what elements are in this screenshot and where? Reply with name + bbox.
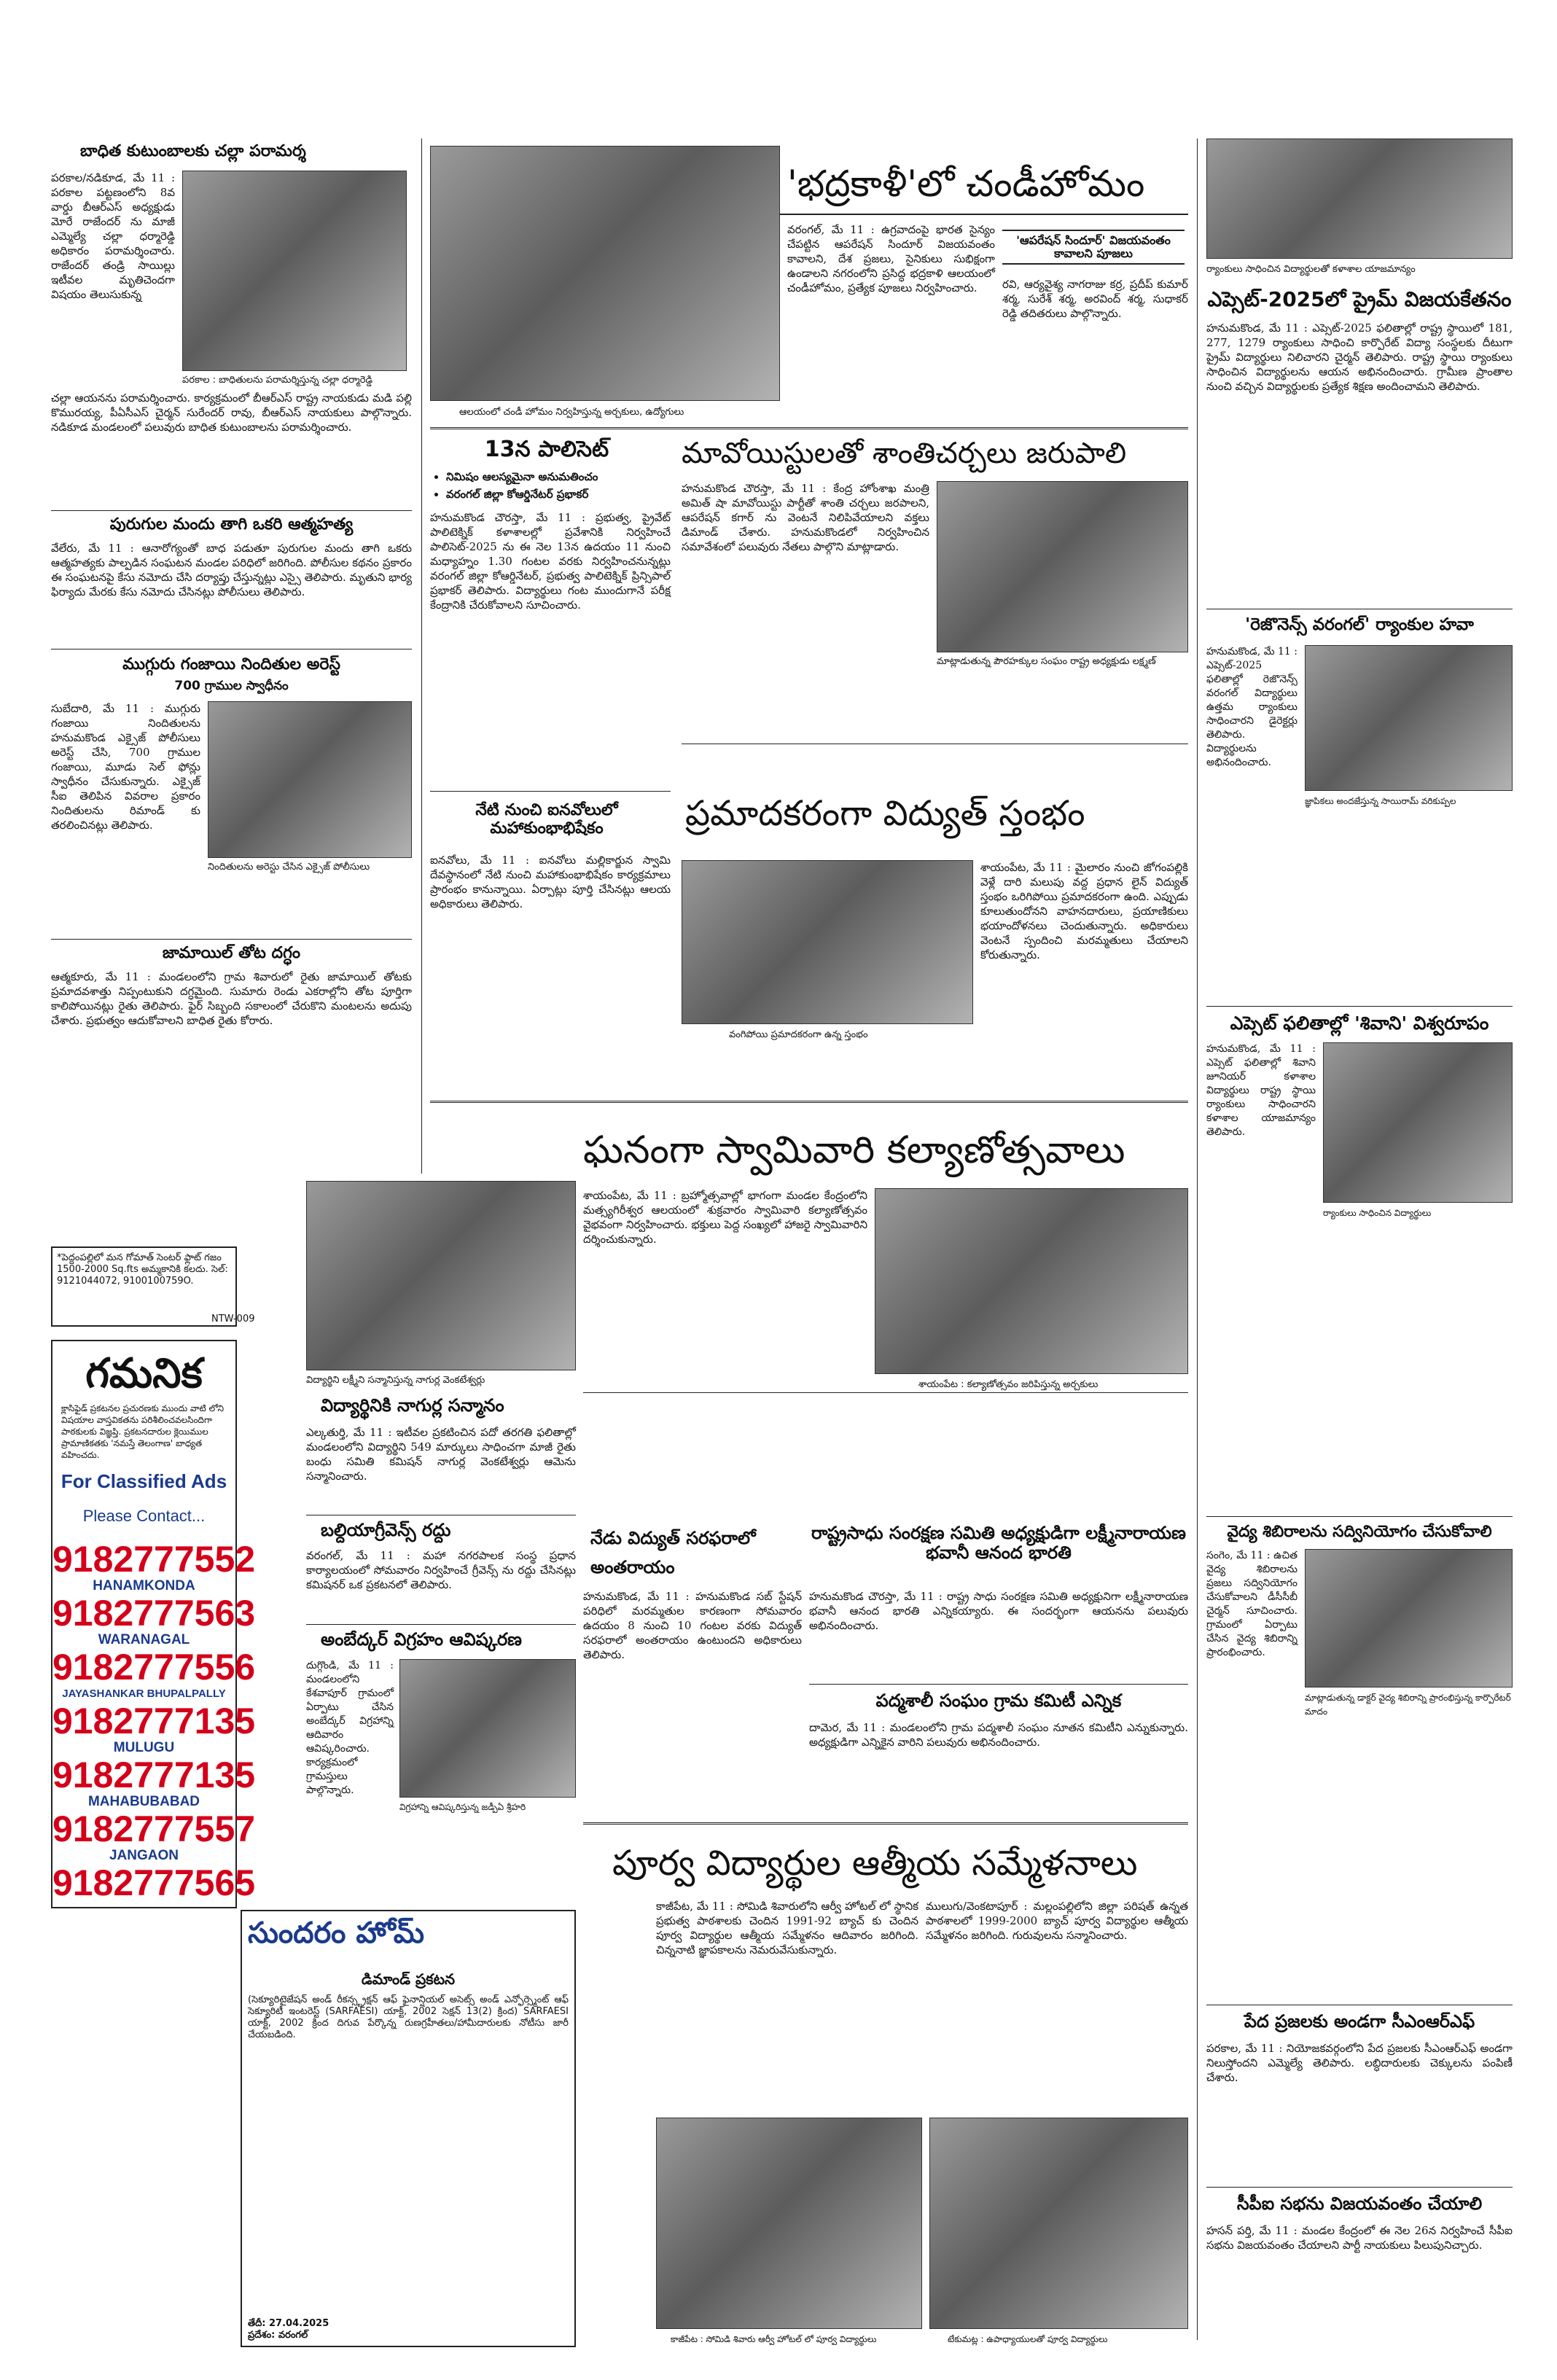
contact-phone[interactable]: 9182777135 <box>52 1754 256 1795</box>
article-alumni-body: కాజీపేట, మే 11 : సోమిడి శివారులోని ఆర్వీ హోటల్ లో స్థానిక ప్రభుత్వ పాఠశాలకు చెందిన 1991-92 బ్యాచ్ కు చెందిన పూర్వ విద్యార్థుల ఆత్మీయ సమ్మేళనం ఆదివారం జరిగింది. చిన్ననాటి జ్ఞాపకాలను నెమరువేసుకున్నారు. <box>656 1900 918 1956</box>
photo-challa <box>182 171 407 371</box>
headline-mahakumbh: నేటి నుంచి ఐనవోలులో మహాకుంభాభిషేకం <box>475 801 618 838</box>
classified-ad-text: *పెద్దంపల్లిలో మన గోమాత్ సెంటర్ ఫ్లాట్ గజం 1500-2000 Sq.fts అమ్మకానికి కలదు. సెల్: 9121044072, 9100100759O. <box>57 1252 228 1287</box>
divider <box>306 1624 576 1625</box>
article-jamoil-body: ఆత్మకూరు, మే 11 : మండలంలోని గ్రామ శివారులో రైతు జామాయిల్ తోటకు ప్రమాదవశాత్తు నిప్పంటుకుని దగ్ధమైంది. సుమారు రెండు ఎకరాల్లోని తోట పూర్తిగా కాలిపోయినట్లు రైతు తెలిపారు. ఫైర్ సిబ్బంది సకాలంలో చేరుకొని మంటలను అదుపు చేశారు. ప్రభుత్వం ఆదుకోవాలని బాధిత రైతు కోరారు. <box>51 970 412 1027</box>
contact-phone[interactable]: 9182777135 <box>52 1700 256 1741</box>
article-power-cut-body: హనుమకొండ, మే 11 : హనుమకొండ సబ్ స్టేషన్ పరిధిలో మరమ్మతుల కారణంగా సోమవారం ఉదయం 8 నుంచి 10 గంటల వరకు విద్యుత్ సరఫరాలో అంతరాయం ఉంటుందని అధికారులు తెలిపారు. <box>583 1590 802 1661</box>
headline-alumni: పూర్వ విద్యార్థుల ఆత్మీయ సమ్మేళనాలు <box>612 1843 1138 1884</box>
caption-chandi-homam: ఆలయంలో చండీ హోమం నిర్వహిస్తున్న అర్చకులు, ఉద్యోగులు <box>459 407 684 418</box>
article-polycet-body: హనుమకొండ చౌరస్తా, మే 11 : ప్రభుత్వ, ప్రైవేట్ పాలిటెక్నిక్ కళాశాలల్లో ప్రవేశానికి నిర్వహించే పాలిసెట్-2025 ను ఈ నెల 13న ఉదయం 11 నుంచి మధ్యాహ్నం 1.30 గంటల వరకు నిర్వహించనున్నట్లు వరంగల్ జిల్లా కోఆర్డినేటర్, ప్రభుత్వ పాలిటెక్నిక్ ప్రిన్సిపాల్ ప్రభాకర్ తెలిపారు. విద్యార్థులు గంట ముందుగానే పరీక్ష కేంద్రానికి చేరుకోవాలని సూచించారు. <box>430 511 671 612</box>
headline-baliya: బల్దియాగ్రీవెన్స్ రద్దు <box>321 1520 451 1540</box>
bullet-item: • నిమిషం ఆలస్యమైనా అనుమతించం <box>446 468 671 485</box>
headline-cmrf: పేద ప్రజలకు అండగా సీఎంఆర్ఎఫ్ <box>1244 2011 1475 2032</box>
classified-ads-title: For Classified Ads <box>61 1470 227 1492</box>
divider <box>583 1822 1188 1825</box>
article-ganja-body: సుబేదారి, మే 11 : ముగ్గురు గంజాయి నిందితులను హనుమకొండ ఎక్సైజ్ పోలీసులు అరెస్ట్ చేసి, 700 గ్రాముల గంజాయి, మూడు సెల్ ఫోన్లు స్వాధీనం చేసుకున్నారు. ఎక్సైజ్ సీఐ తెలిపిన వివరాల ప్రకారం నిందితులను రిమాండ్ కు తరలించినట్లు తెలిపారు. <box>51 702 200 832</box>
divider <box>430 791 671 792</box>
caption-ambedkar: విగ్రహాన్ని ఆవిష్కరిస్తున్న జడ్పీఏ శ్రీహరి <box>399 1802 526 1812</box>
article-cmrf-body: పరకాల, మే 11 : నియోజకవర్గంలోని పేద ప్రజలకు సీఎంఆర్ఎఫ్ అండగా నిలుస్తోందని ఎమ్మెల్యే తెలిపారు. లబ్ధిదారులకు చెక్కులను పంపిణీ చేశారు. <box>1206 2042 1513 2084</box>
notice-title: గమనిక <box>85 1350 203 1397</box>
divider <box>773 214 1188 215</box>
photo-electric-pole <box>682 860 973 1024</box>
caption-resonance: జ్ఞాపికలు అందజేస్తున్న సాయిరామ్ వరికుప్పల <box>1305 796 1456 806</box>
photo-shivani <box>1323 1042 1513 1203</box>
caption-medical: మాట్లాడుతున్న డాక్టర్ వైద్య శిబిరాన్ని ప్రారంభిస్తున్న కార్పొరేటర్ మాదం <box>1305 1693 1511 1717</box>
contact-place: JAYASHANKAR BHUPALPALLY <box>62 1687 226 1700</box>
contact-place: MULUGU <box>113 1739 175 1755</box>
notice-text: క్లాసిఫైడ్ ప్రకటనల ప్రచురణకు ముందు వాటి లోని విషయాల వాస్తవికతను పరిశీలించవలసిందిగా పాఠకులకు విజ్ఞప్తి. ప్రకటనదారుల క్లెయిముల ప్రామాణికతకు 'నమస్తే తెలంగాణ' బాధ్యత వహించదు. <box>61 1402 225 1460</box>
article-shivani-body: హనుమకొండ, మే 11 : ఎప్సెట్ ఫలితాల్లో శివాని జూనియర్ కళాశాల విద్యార్థులు రాష్ట్ర స్థాయి ర్యాంకులు సాధించారని కళాశాల యాజమాన్యం తెలిపారు. <box>1206 1043 1316 1138</box>
notice-place: ప్రదేశం: వరంగల్ <box>248 2330 308 2341</box>
headline-polycet: 13న పాలిసెట్ <box>484 437 609 462</box>
notice-box <box>51 1340 256 1908</box>
headline-cpi: సీపీఐ సభను విజయవంతం చేయాలి <box>1236 2193 1483 2214</box>
article-medical-body: సంగెం, మే 11 : ఉచిత వైద్య శిబిరాలను ప్రజలు సద్వినియోగం చేసుకోవాలని డీసీసీబీ చైర్మన్ సూచించారు. గ్రామంలో ఏర్పాటు చేసిన వైద్య శిబిరాన్ని ప్రారంభించారు. <box>1206 1550 1298 1658</box>
contact-phone[interactable]: 9182777556 <box>52 1646 256 1688</box>
headline-sadhu-samithi: రాష్ట్రసాధు సంరక్షణ సమితి అధ్యక్షుడిగా లక్ష్మీనారాయణ భవానీ ఆనంద భారతి <box>811 1523 1186 1563</box>
article-maoist-body: హనుమకొండ చౌరస్తా, మే 11 : కేంద్ర హోంశాఖ మంత్రి అమిత్ షా మావోయిస్టు పార్టీతో శాంతి చర్చలు జరపాలని, ఆపరేషన్ కగార్ ను వెంటనే నిలిపివేయాలని వక్తలు డిమాండ్ చేశారు. హనుమకొండలో నిర్వహించిన సమావేశంలో పలువురు నేతలు పాల్గొని మాట్లాడారు. <box>682 482 929 553</box>
article-baliya-body: వరంగల్, మే 11 : మహా నగరపాలక సంస్థ ప్రధాన కార్యాలయంలో సోమవారం నిర్వహించే గ్రీవెన్స్ ను రద్దు చేసినట్లు కమిషనర్ ఒక ప్రకటనలో తెలిపారు. <box>306 1549 576 1591</box>
article-sadhu-body: హనుమకొండ చౌరస్తా, మే 11 : రాష్ట్ర సాధు సంరక్షణ సమితి అధ్యక్షునిగా లక్ష్మీనారాయణ భవానీ ఆనంద భారతి ఎన్నికయ్యారు. ఈ సందర్భంగా ఆయనను పలువురు అభినందించారు. <box>809 1590 1188 1632</box>
contact-phone[interactable]: 9182777552 <box>52 1538 256 1580</box>
quote-chandi: 'ఆపరేషన్ సిందూర్' విజయవంతం కావాలని పూజలు <box>1002 230 1185 265</box>
caption-ganja: నిందితులను అరెస్టు చేసిన ఎక్సైజ్ పోలీసులు <box>208 862 370 873</box>
headline-suicide: పురుగుల మందు తాగి ఒకరి ఆత్మహత్య <box>109 515 354 534</box>
headline-ambedkar: అంబేద్కర్ విగ్రహం ఆవిష్కరణ <box>321 1629 523 1650</box>
article-prime-body: హనుమకొండ, మే 11 : ఎప్సెట్-2025 ఫలితాల్లో రాష్ట్ర స్థాయిలో 181, 277, 1279 ర్యాంకులు సాధించి కార్పొరేట్ విద్యా సంస్థలకు దీటుగా ప్రైమ్ విద్యార్థులు నిలిచారని చైర్మన్ తెలిపారు. రాష్ట్ర స్థాయి ర్యాంకులు సాధించిన విద్యార్థులను ఆయన అభినందించారు. గ్రామీణ ప్రాంతాల నుంచి వచ్చిన విద్యార్థులకు ప్రత్యేక శిక్షణ అందించామని తెలిపారు. <box>1206 321 1513 393</box>
article-chandi-body: వరంగల్, మే 11 : ఉగ్రవాదంపై భారత సైన్యం చేపట్టిన ఆపరేషన్ సిందూర్ విజయవంతం కావాలని, దేశ ప్రజలు, సైనికులు సుభిక్షంగా ఉండాలని నగరంలోని ప్రసిద్ధ భద్రకాళి ఆలయంలో చండీహోమం, ప్రత్యేక పూజలు నిర్వహించారు. <box>787 223 995 294</box>
divider <box>583 1392 1188 1393</box>
headline-nagurla: విద్యార్థినికి నాగుర్ల సన్మానం <box>321 1395 504 1416</box>
article-ambedkar-body: దుగ్గొండి, మే 11 : మండలంలోని కేశవాపూర్ గ్రామంలో ఏర్పాటు చేసిన అంబేద్కర్ విగ్రహాన్ని ఆదివారం ఆవిష్కరించారు. కార్యక్రమంలో గ్రామస్తులు పాల్గొన్నారు. <box>306 1660 394 1796</box>
sundaram-title: సుందరం హోమ్ <box>248 1916 425 1950</box>
article-cpi-body: హసన్ పర్తి, మే 11 : మండల కేంద్రంలో ఈ నెల 26న నిర్వహించే సీపీఐ సభను విజయవంతం చేయాలని పార్టీ నాయకులు పిలుపునిచ్చారు. <box>1206 2224 1513 2252</box>
photo-ganja <box>208 701 412 858</box>
subhead-ganja: 700 గ్రాముల స్వాధీనం <box>174 679 289 693</box>
notice-date: తేదీ: 27.04.2025 <box>248 2318 329 2330</box>
contact-place: HANAMKONDA <box>93 1577 195 1593</box>
photo-alumni-2 <box>929 2118 1188 2329</box>
article-chandi-body2: రవి, ఆర్యవైశ్య నాగరాజు కర్ర, ప్రదీప్ కుమార్ శర్మ, సురేశ్ శర్మ, అరవింద్ శర్మ, సుధాకర్ రెడ్డి తదితరులు పాల్గొన్నారు. <box>1002 278 1188 320</box>
divider <box>1206 2187 1513 2188</box>
contact-phone[interactable]: 9182777557 <box>52 1808 256 1849</box>
classified-code: NTW-009 <box>211 1314 255 1324</box>
contact-place: WARANAGAL <box>98 1631 190 1647</box>
article-padmashali-body: దామెర, మే 11 : మండలంలోని గ్రామ పద్మశాలీ సంఘం నూతన కమిటీని ఎన్నుకున్నారు. అధ్యక్షుడిగా ఎన్నికైన వారిని పలువురు అభినందించారు. <box>809 1721 1188 1749</box>
contact-list <box>52 1538 256 1903</box>
headline-prime: ఎప్సెట్-2025లో ప్రైమ్ విజయకేతనం <box>1207 287 1512 311</box>
divider <box>430 427 1188 429</box>
headline-shivani: ఎప్సెట్ ఫలితాల్లో 'శివాని' విశ్వరూపం <box>1230 1013 1489 1034</box>
contact-phone[interactable]: 9182777563 <box>52 1592 256 1634</box>
article-resonance-body: హనుమకొండ, మే 11 : ఎప్సెట్-2025 ఫలితాల్లో రెజొనెన్స్ వరంగల్ విద్యార్థులు ఉత్తమ ర్యాంకులు సాధించారని డైరెక్టర్లు తెలిపారు. విద్యార్థులను అభినందించారు. <box>1206 646 1298 768</box>
article-suicide-body: వేలేరు, మే 11 : ఆనారోగ్యంతో బాధ పడుతూ పురుగుల మందు తాగి ఒకరు ఆత్మహత్యకు పాల్పడిన సంఘటన మండల పరిధిలో జరిగింది. పోలీసుల కథనం ప్రకారం ఈ సంఘటనపై కేసు నమోదు చేసి దర్యాప్తు చేస్తున్నట్లు ఎస్సై తెలిపారు. మృతుని భార్య ఫిర్యాదు మేరకు కేసు నమోదు చేసినట్లు పోలీసులు తెలిపారు. <box>51 542 412 598</box>
divider <box>1206 1006 1513 1007</box>
sundaram-ad <box>241 1910 576 2347</box>
article-mahakumbh-body: ఐనవోలు, మే 11 : ఐనవోలు మల్లికార్జున స్వామి దేవస్థానంలో నేటి నుంచి మహాకుంభాభిషేకం కార్యక్రమాలు ప్రారంభం కానున్నాయి. ఏర్పాట్లు పూర్తి చేసినట్లు ఆలయ అధికారులు తెలిపారు. <box>430 854 671 910</box>
classified-ad-box <box>51 1246 237 1327</box>
column-separator <box>1197 138 1198 2340</box>
divider <box>51 510 412 511</box>
photo-ambedkar <box>399 1659 576 1798</box>
column-separator <box>421 138 422 1174</box>
article-kalyan-body: శాయంపేట, మే 11 : బ్రహ్మోత్సవాల్లో భాగంగా మండల కేంద్రంలోని మత్స్యగిరీశ్వర ఆలయంలో శుక్రవారం స్వామివారి కల్యాణోత్సవం వైభవంగా నిర్వహించారు. భక్తులు పెద్ద సంఖ్యలో హాజరై స్వామివారిని దర్శించుకున్నారు. <box>583 1189 867 1246</box>
contact-place: JANGAON <box>109 1847 179 1863</box>
article-challa-body2: చల్లా ఆయనను పరామర్శించారు. కార్యక్రమంలో బీఆర్ఎస్ రాష్ట్ర నాయకుడు మడి పల్లి కొమురయ్య, పీఏసీఎస్ చైర్మన్ సురేందర్ రావు, బీఆర్ఎస్ నాయకులు పాల్గొన్నారు. నడికూడ మండలంలో పలువురు బాధిత కుటుంబాలను పరామర్శించారు. <box>51 391 412 434</box>
caption-alumni-2: టేకుమట్ల : ఉపాధ్యాయులతో పూర్వ విద్యార్థులు <box>948 2334 1108 2344</box>
photo-kalyanotsavam <box>875 1188 1188 1374</box>
caption-shivani: ర్యాంకులు సాధించిన విద్యార్థులు <box>1323 1208 1432 1218</box>
classified-ads-sub: Please Contact... <box>82 1506 206 1525</box>
divider <box>51 939 412 940</box>
caption-prime: ర్యాంకులు సాధించిన విద్యార్థులతో కళాశాల యాజమాన్యం <box>1206 264 1416 275</box>
headline-jamoil: జామాయిల్ తోట దగ్ధం <box>162 944 301 962</box>
photo-student <box>306 1181 576 1370</box>
photo-resonance <box>1305 645 1513 791</box>
divider <box>809 1684 1188 1685</box>
headline-padmashali: పద్మశాలీ సంఘం గ్రామ కమిటీ ఎన్నిక <box>875 1690 1122 1711</box>
photo-chandi-homam <box>430 146 780 401</box>
photo-medical-camp <box>1305 1549 1513 1688</box>
photo-maoist <box>937 481 1188 652</box>
divider <box>1206 1516 1513 1517</box>
headline-chandi-homam: 'భద్రకాళీ'లో చండీహోమం <box>787 163 1145 205</box>
caption-kalyanotsavam: శాయంపేట : కల్యాణోత్సవం జరిపిస్తున్న అర్చకులు <box>918 1379 1099 1390</box>
caption-student: విద్యార్థిని లక్ష్మీని సన్మానిస్తున్న నాగుర్ల వెంకటేశ్వర్లు <box>306 1375 485 1386</box>
headline-ganja: ముగ్గురు గంజాయి నిందితుల అరెస్ట్ <box>122 655 340 674</box>
article-alumni-body2: ములుగు/వెంకటాపూర్ : మల్లంపల్లిలోని జిల్లా పరిషత్ ఉన్నత పాఠశాలలో 1999-2000 బ్యాచ్ పూర్వ విద్యార్థుల ఆత్మీయ సమ్మేళనం జరిగింది. గురువులను సన్మానించారు. <box>926 1900 1188 1942</box>
caption-alumni-1: కాజీపేట : సోమిడి శివారు ఆర్వీ హోటల్ లో పూర్వ విద్యార్థులు <box>671 2334 877 2344</box>
headline-challa: బాధిత కుటుంబాలకు చల్లా పరామర్శ <box>80 142 306 160</box>
polycet-bullets <box>430 468 671 503</box>
headline-electric-pole: ప్రమాదకరంగా విద్యుత్ స్తంభం <box>685 793 1085 834</box>
contact-phone[interactable]: 9182777565 <box>52 1862 256 1903</box>
caption-maoist: మాట్లాడుతున్న పౌరహక్కుల సంఘం రాష్ట్ర అధ్యక్షుడు లక్ష్మణ్ <box>937 656 1156 667</box>
notice-demand-title: డిమాండ్ ప్రకటన <box>361 1970 456 1988</box>
photo-alumni-1 <box>656 2118 922 2329</box>
divider <box>430 1101 1188 1103</box>
headline-resonance: 'రెజొనెన్స్ వరంగల్' ర్యాంకుల హవా <box>1245 615 1474 634</box>
headline-medical-camp: వైద్య శిబిరాలను సద్వినియోగం చేసుకోవాలి <box>1227 1523 1492 1541</box>
caption-challa: పరకాల : బాధితులను పరామర్శిస్తున్న చల్లా ధర్మారెడ్డి <box>182 375 373 386</box>
notice-demand-text: (సెక్యూరిటైజేషన్ అండ్ రీకన్స్ట్రక్షన్ ఆఫ్ ఫైనాన్షియల్ అసెట్స్ అండ్ ఎన్ఫోర్స్మెంట్ ఆఫ్ సెక్యూరిటీ ఇంటరెస్ట్ (SARFAESI) యాక్ట్, 2002 సెక్షన్ 13(2) క్రింద) SARFAESI యాక్ట్, 2002 క్రింద దిగువ పేర్కొన్న రుణగ్రహీతలు/హామీదారులకు నోటీసు జారీ చేయబడింది. <box>248 1994 569 2041</box>
bullet-item: • వరంగల్ జిల్లా కోఆర్డినేటర్ ప్రభాకర్ <box>446 485 671 503</box>
article-nagurla-body: ఎల్కతుర్తి, మే 11 : ఇటీవల ప్రకటించిన పదో తరగతి ఫలితాల్లో మండలంలోని విద్యార్థిని 549 మార్కులు సాధించగా మాజీ రైతు బంధు సమితి కమిషన్ నాగుర్ల వెంకటేశ్వర్లు ఆమెను సన్మానించారు. <box>306 1426 576 1483</box>
article-electric-pole-body: శాయంపేట, మే 11 : మైలారం నుంచి జోగంపల్లికి వెళ్లే దారి మలుపు వద్ద ప్రధాన లైన్ విద్యుత్ స్తంభం ఒరిగిపోయి ప్రమాదకరంగా ఉంది. ఎప్పుడు కూలుతుందోనని వాహనదారులు, ప్రయాణికులు భయాందోళనలు చెందుతున్నారు. అధికారులు వెంటనే స్పందించి మరమ్మతులు చేయాలని కోరుతున్నారు. <box>980 861 1188 961</box>
contact-place: MAHABUBABAD <box>87 1793 200 1809</box>
article-challa-body: పరకాల/నడికూడ, మే 11 : పరకాల పట్టణంలోని 8వ వార్డు బీఆర్ఎస్ అధ్యక్షుడు మోరే రాజేందర్ ను మాజీ ఎమ్మెల్యే చల్లా ధర్మారెడ్డి అధికారం పరామర్శించారు. రాజేందర్ తండ్రి సాయిల్లు ఇటీవల మృతిచెందగా విషయం తెలుసుకున్న <box>51 171 175 301</box>
headline-kalyanotsavam: ఘనంగా స్వామివారి కల్యాణోత్సవాలు <box>583 1128 1125 1172</box>
headline-maoist: మావోయిస్టులతో శాంతిచర్చలు జరుపాలి <box>682 437 1127 470</box>
caption-electric-pole: వంగిపోయి ప్రమాదకరంగా ఉన్న స్తంభం <box>729 1029 868 1040</box>
headline-power-cut: నేడు విద్యుత్ సరఫరాలో అంతరాయం <box>590 1528 756 1577</box>
photo-prime-students <box>1206 138 1513 259</box>
